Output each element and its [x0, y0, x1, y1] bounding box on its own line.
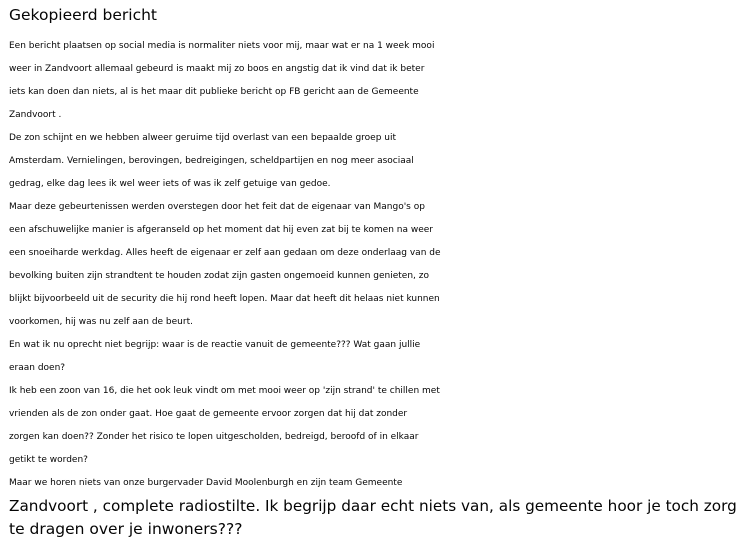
post-body [9, 35, 737, 541]
post-line: eraan doen? [9, 363, 66, 373]
post-line: En wat ik nu oprecht niet begrijp: waar is de reactie vanuit de gemeente??? Wat gaan jullie [9, 340, 421, 350]
post-line: Amsterdam. Vernielingen, berovingen, bedreigingen, scheldpartijen en nog meer asociaal [9, 156, 414, 166]
post-line: Een bericht plaatsen op social media is normaliter niets voor mij, maar wat er na 1 week mooi [9, 41, 435, 51]
post-line: te dragen over je inwoners??? [9, 520, 243, 538]
post-line: Zandvoort . [9, 110, 62, 120]
post-line: blijkt bijvoorbeeld uit de security die hij rond heeft lopen. Maar dat heeft dit helaas niet kunnen [9, 294, 440, 304]
post-line: weer in Zandvoort allemaal gebeurd is maakt mij zo boos en angstig dat ik vind dat ik beter [9, 64, 425, 74]
post-line: zorgen kan doen?? Zonder het risico te lopen uitgescholden, bedreigd, beroofd of in elkaar [9, 432, 419, 442]
post-line: Maar we horen niets van onze burgervader David Moolenburgh en zijn team Gemeente [9, 478, 403, 488]
post-line: bevolking buiten zijn strandtent te houden zodat zijn gasten ongemoeid kunnen genieten, zo [9, 271, 429, 281]
post-line: getikt te worden? [9, 455, 88, 465]
post-line: Zandvoort , complete radiostilte. Ik begrijp daar echt niets van, als gemeente hoor je toch zorg [9, 497, 737, 515]
post-title: Gekopieerd bericht [9, 6, 158, 24]
post-line: De zon schijnt en we hebben alweer geruime tijd overlast van een bepaalde groep uit [9, 133, 397, 143]
post-line: Ik heb een zoon van 16, die het ook leuk vindt om met mooi weer op 'zijn strand' te chillen met [9, 386, 440, 396]
post-line: vrienden als de zon onder gaat. Hoe gaat de gemeente ervoor zorgen dat hij dat zonder [9, 409, 408, 419]
post-line: gedrag, elke dag lees ik wel weer iets of was ik zelf getuige van gedoe. [9, 179, 331, 189]
post-line: iets kan doen dan niets, al is het maar dit publieke bericht op FB gericht aan de Gemeente [9, 87, 419, 97]
post-line: Maar deze gebeurtenissen werden overstegen door het feit dat de eigenaar van Mango's op [9, 202, 425, 212]
post-line: voorkomen, hij was nu zelf aan de beurt. [9, 317, 193, 327]
post-line: een snoeiharde werkdag. Alles heeft de eigenaar er zelf aan gedaan om deze onderlaag van de [9, 248, 441, 258]
post-line: een afschuwelijke manier is afgeranseld op het moment dat hij even zat bij te komen na weer [9, 225, 433, 235]
